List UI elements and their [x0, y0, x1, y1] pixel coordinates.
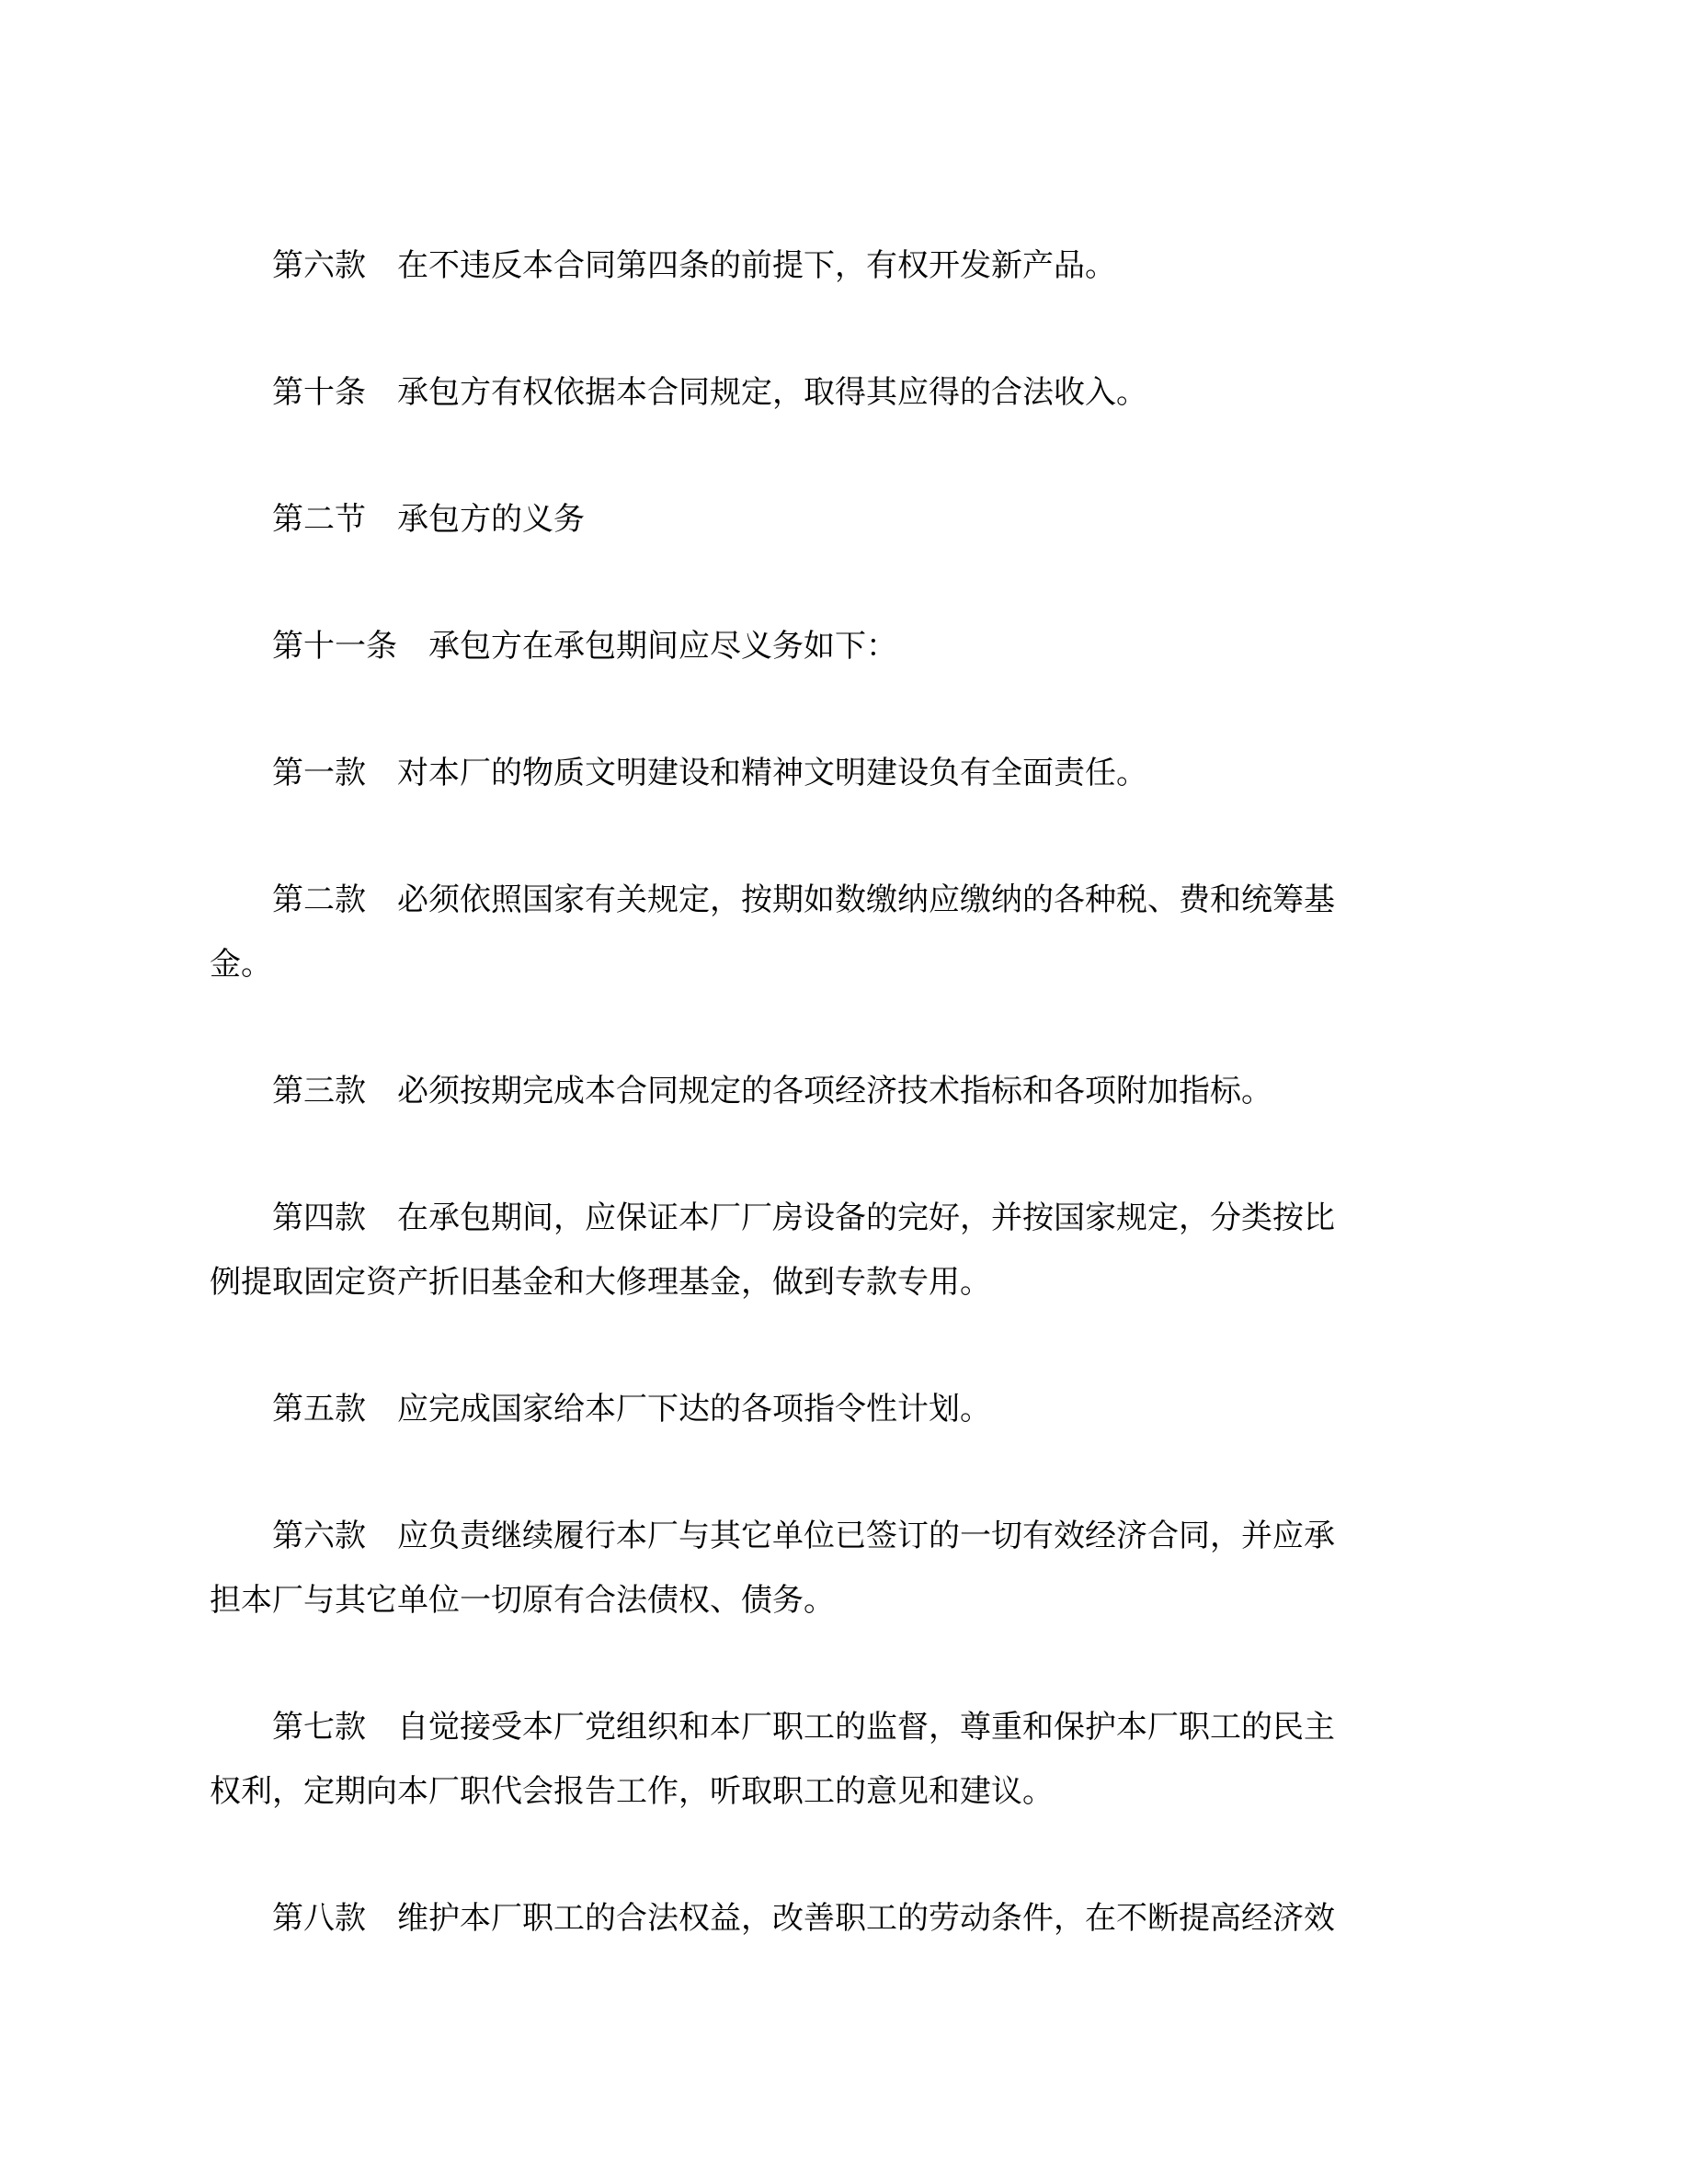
- paragraph: 第六款 在不违反本合同第四条的前提下，有权开发新产品。: [272, 249, 1116, 283]
- paragraph: 第八款 维护本厂职工的合法权益，改善职工的劳动条件，在不断提高经济效: [272, 1902, 1335, 1936]
- paragraph: 第十一条 承包方在承包期间应尽义务如下：: [272, 630, 897, 664]
- paragraph: 第二款 必须依照国家有关规定，按期如数缴纳应缴纳的各种税、费和统筹基金。: [210, 883, 1335, 982]
- paragraph: 第四款 在承包期间，应保证本厂厂房设备的完好，并按国家规定，分类按比例提取固定资产折旧基金和大修理基金，做到专款专用。: [210, 1201, 1335, 1300]
- paragraph: 第十条 承包方有权依据本合同规定，取得其应得的合法收入。: [272, 376, 1147, 410]
- paragraph: 第六款 应负责继续履行本厂与其它单位已签订的一切有效经济合同，并应承担本厂与其它单位一切原有合法债权、债务。: [210, 1519, 1335, 1618]
- paragraph: 第五款 应完成国家给本厂下达的各项指令性计划。: [272, 1393, 991, 1427]
- document-body: [210, 234, 1335, 1951]
- paragraph: 第三款 必须按期完成本合同规定的各项经济技术指标和各项附加指标。: [272, 1075, 1272, 1109]
- paragraph: 第一款 对本厂的物质文明建设和精神文明建设负有全面责任。: [272, 756, 1147, 791]
- paragraph: 第七款 自觉接受本厂党组织和本厂职工的监督，尊重和保护本厂职工的民主权利，定期向本厂职代会报告工作，听取职工的意见和建议。: [210, 1711, 1335, 1809]
- paragraph: 第二节 承包方的义务: [272, 503, 585, 537]
